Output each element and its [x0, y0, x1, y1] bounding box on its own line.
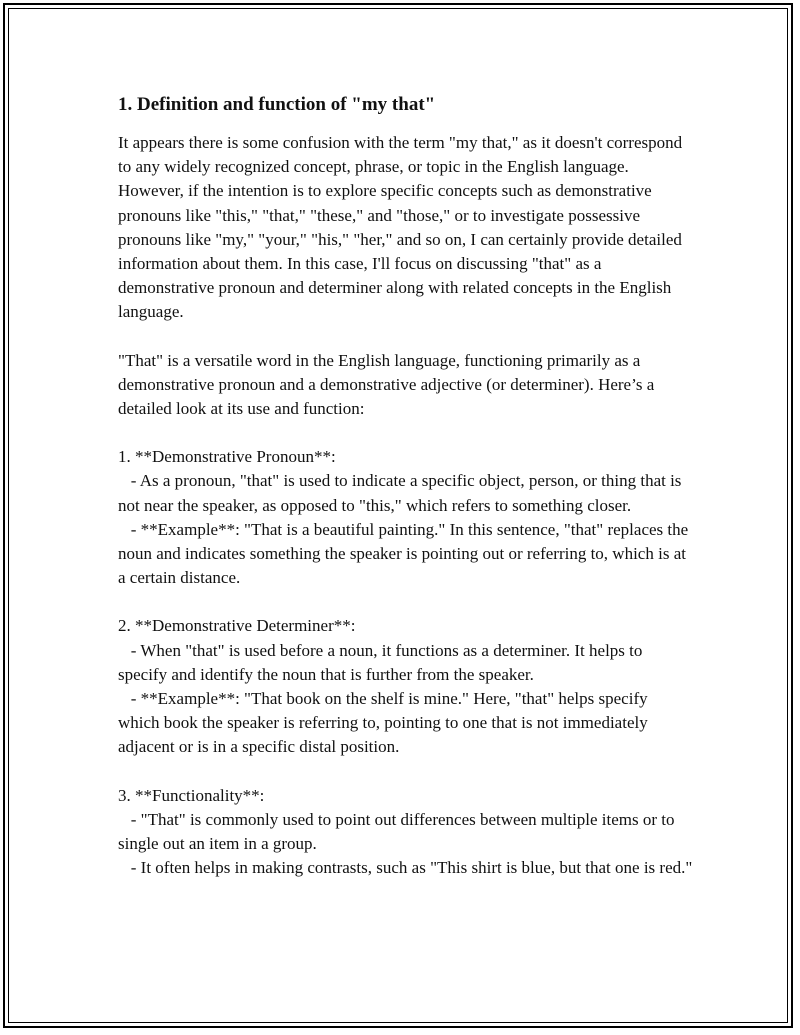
section-item: - **Example**: "That is a beautiful painting." In this sentence, "that" replaces the noun and indicates something the speaker is pointing out or referring to, which is at a certain distance.	[118, 519, 693, 588]
intro-paragraph: It appears there is some confusion with the term "my that," as it doesn't correspond to any widely recognized concept, phrase, or topic in the English language. However, if the intention is to explore specific concepts such as demonstrative pronouns like "this," "that," "these," and "those," or to investigate possessive pronouns like "my," "your," "his," "her," and so on, I can certainly provide detailed information about them. In this case, I'll focus on discussing "that" as a demonstrative pronoun and determiner along with related concepts in the English language.	[118, 133, 687, 322]
section-demonstrative-determiner	[118, 614, 693, 759]
section-item: - When "that" is used before a noun, it functions as a determiner. It helps to specify and identify the noun that is further from the speaker.	[118, 640, 647, 684]
section-heading: 2. **Demonstrative Determiner**:	[118, 616, 356, 636]
section-heading: 3. **Functionality**:	[118, 785, 265, 805]
section-functionality	[118, 784, 693, 881]
document-body	[118, 93, 693, 904]
document-title: 1. Definition and function of "my that"	[118, 94, 436, 115]
section-item: - As a pronoun, "that" is used to indicate a specific object, person, or thing that is not near the speaker, as opposed to "this," which refers to something closer.	[118, 471, 686, 515]
section-demonstrative-pronoun	[118, 445, 693, 590]
section-item: - "That" is commonly used to point out differences between multiple items or to single out an item in a group.	[118, 809, 679, 854]
section-heading: 1. **Demonstrative Pronoun**:	[118, 447, 336, 467]
section-item: - **Example**: "That book on the shelf is mine." Here, "that" helps specify which book the speaker is referring to, pointing to one that is not immediately adjacent or is in a specific distal position.	[118, 689, 652, 757]
overview-paragraph: "That" is a versatile word in the English language, functioning primarily as a demonstrative pronoun and a demonstrative adjective (or determiner). Here’s a detailed look at its use and function:	[118, 350, 659, 419]
section-item: - It often helps in making contrasts, such as "This shirt is blue, but that one is red."	[118, 858, 693, 878]
